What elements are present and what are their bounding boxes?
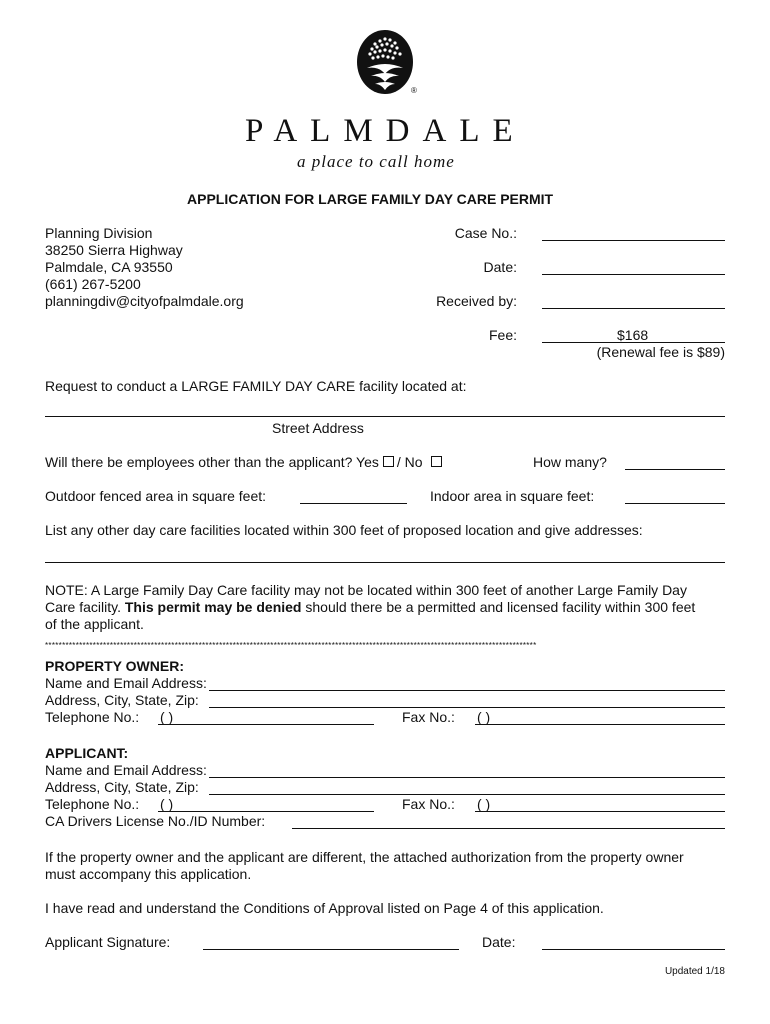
indoor-area-field[interactable] [625,503,725,504]
case-number-label: Case No.: [454,225,517,241]
asterisk-separator: ************************************************************************************************************************************************ [45,641,537,650]
logo-tagline: a place to call home [297,152,455,171]
owner-fax-area-code: ( ) [477,709,491,725]
note-line-2 [45,599,695,616]
office-street: 38250 Sierra Highway [45,242,183,258]
note-line-2-prefix: Care facility. [45,599,125,615]
owner-name-label: Name and Email Address: [45,675,207,691]
date-received-label: Date: [483,259,517,275]
renewal-fee-note: (Renewal fee is $89) [596,344,725,360]
request-statement: Request to conduct a LARGE FAMILY DAY CARE facility located at: [45,378,467,394]
owner-phone-field[interactable] [158,724,374,725]
office-division: Planning Division [45,225,153,241]
palmdale-logo [345,24,425,99]
fee-label: Fee: [488,327,517,343]
applicant-heading: APPLICANT: [45,745,129,761]
applicant-fax-field[interactable] [475,811,725,812]
applicant-address-label: Address, City, State, Zip: [45,779,199,795]
drivers-license-label: CA Drivers License No./ID Number: [45,813,266,829]
applicant-address-field[interactable] [209,794,725,795]
applicant-name-label: Name and Email Address: [45,762,207,778]
received-by-field[interactable] [542,308,725,309]
fee-value: $168 [617,327,649,343]
employees-yes-checkbox[interactable] [383,456,394,467]
owner-name-field[interactable] [209,690,725,691]
authorization-line-2: must accompany this application. [45,866,252,882]
form-title: APPLICATION FOR LARGE FAMILY DAY CARE PERMIT [187,191,554,207]
office-city: Palmdale, CA 93550 [45,259,173,275]
note-line-1: NOTE: A Large Family Day Care facility may not be located within 300 feet of another Large Family Day [45,582,687,598]
registered-mark: ® [411,86,417,95]
employees-no-checkbox[interactable] [431,456,442,467]
read-conditions-statement: I have read and understand the Conditions of Approval listed on Page 4 of this application. [45,900,604,916]
owner-phone-area-code: ( ) [160,709,174,725]
how-many-label: How many? [533,454,607,470]
other-facilities-field[interactable] [45,562,725,563]
owner-phone-label: Telephone No.: [45,709,140,725]
applicant-fax-area-code: ( ) [477,796,491,812]
authorization-line-1: If the property owner and the applicant are different, the attached authorization from the property owner [45,849,684,865]
note-denial-warning: This permit may be denied [124,599,302,615]
signature-date-field[interactable] [542,949,725,950]
date-received-field[interactable] [542,274,725,275]
received-by-label: Received by: [436,293,517,309]
applicant-phone-label: Telephone No.: [45,796,140,812]
indoor-area-label: Indoor area in square feet: [430,488,595,504]
office-phone: (661) 267-5200 [45,276,141,292]
signature-label: Applicant Signature: [45,934,171,950]
signature-date-label: Date: [482,934,516,950]
outdoor-area-label: Outdoor fenced area in square feet: [45,488,267,504]
how-many-field[interactable] [625,469,725,470]
owner-address-label: Address, City, State, Zip: [45,692,199,708]
owner-fax-label: Fax No.: [402,709,455,725]
owner-fax-field[interactable] [475,724,725,725]
case-number-field[interactable] [542,240,725,241]
employees-question [45,454,445,471]
employees-question-text: Will there be employees other than the applicant? Yes [45,454,379,470]
street-address-caption: Street Address [272,420,364,436]
employees-no-text: / No [396,454,423,470]
drivers-license-field[interactable] [292,828,725,829]
signature-field[interactable] [203,949,459,950]
applicant-phone-field[interactable] [158,811,374,812]
applicant-fax-label: Fax No.: [402,796,455,812]
applicant-name-field[interactable] [209,777,725,778]
street-address-field[interactable] [45,416,725,417]
updated-date: Updated 1/18 [664,966,725,977]
applicant-phone-area-code: ( ) [160,796,174,812]
other-facilities-label: List any other day care facilities located within 300 feet of proposed location and give addresses: [45,522,643,538]
logo-wordmark: PALMDALE [245,113,526,149]
office-email: planningdiv@cityofpalmdale.org [45,293,244,309]
outdoor-area-field[interactable] [300,503,407,504]
note-line-3: of the applicant. [45,616,144,632]
property-owner-heading: PROPERTY OWNER: [45,658,184,674]
note-line-2-suffix: should there be a permitted and licensed facility within 300 feet [301,599,696,615]
owner-address-field[interactable] [209,707,725,708]
